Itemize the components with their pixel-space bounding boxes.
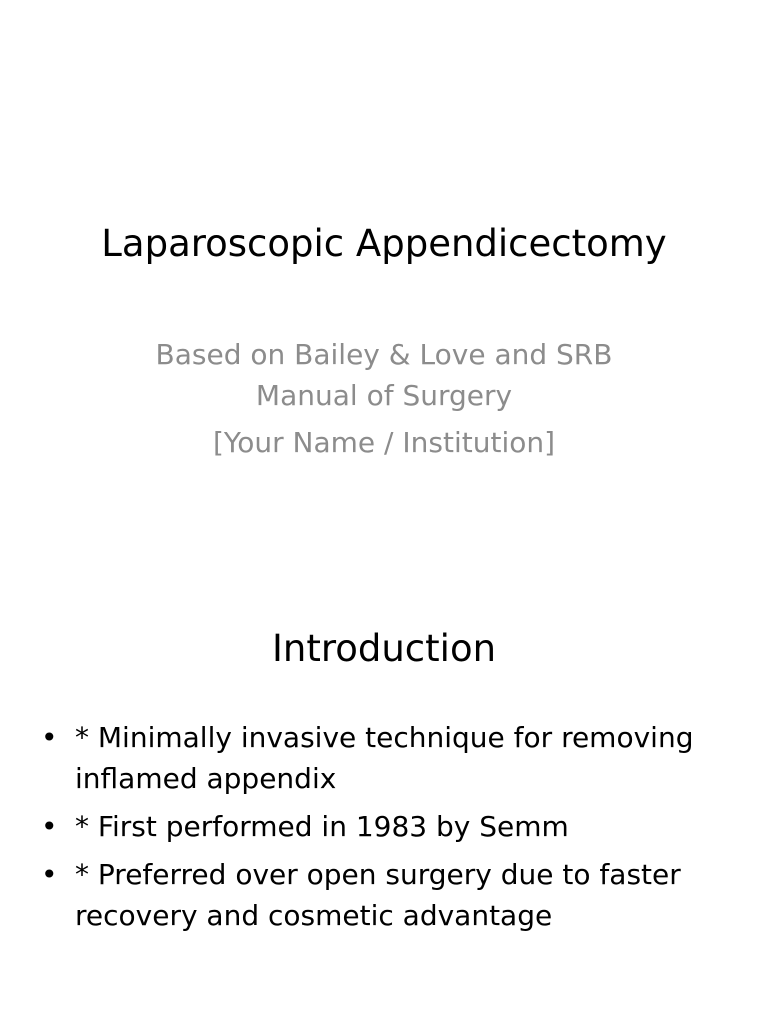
bullet-text: * Preferred over open surgery due to faster recovery and cosmetic advantage — [75, 858, 681, 932]
list-item — [38, 806, 718, 847]
bullet-marker: • — [41, 858, 58, 891]
introduction-slide — [0, 512, 768, 1024]
presentation-title: Laparoscopic Appendicectomy — [101, 222, 667, 265]
list-item — [38, 717, 718, 799]
bullet-text: * Minimally invasive technique for removing inflamed appendix — [75, 721, 694, 795]
bullet-marker: • — [41, 810, 58, 843]
bullet-list — [38, 717, 718, 943]
subtitle-line-source: Based on Bailey & Love and SRB — [155, 338, 613, 371]
list-item — [38, 854, 718, 936]
subtitle-line-source-cont: Manual of Surgery — [255, 379, 513, 412]
bullet-text: * First performed in 1983 by Semm — [75, 810, 569, 843]
slide-title: Introduction — [271, 627, 497, 670]
presentation-subtitle — [0, 334, 768, 463]
bullet-marker: • — [41, 721, 58, 754]
subtitle-line-author: [Your Name / Institution] — [212, 426, 556, 459]
